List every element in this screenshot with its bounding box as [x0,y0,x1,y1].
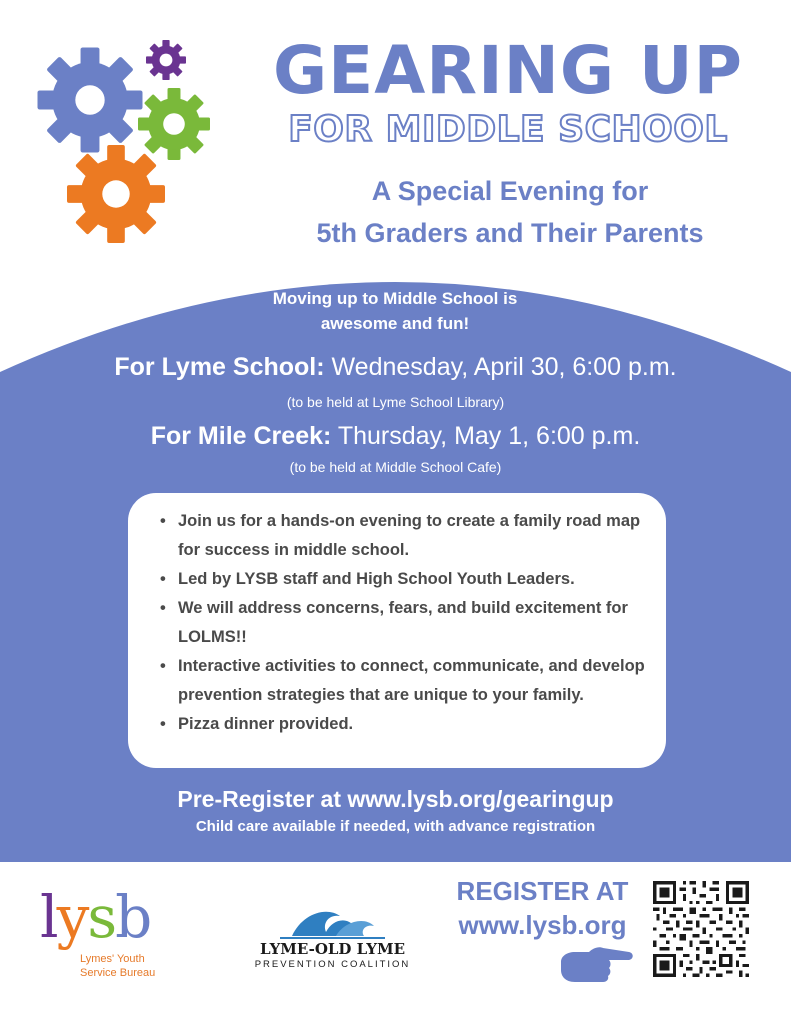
childcare-note: Child care available if needed, with advance registration [195,818,596,835]
gear-icon [146,40,186,80]
list-item: • Interactive activities to connect, communicate, and develop prevention strategies that are unique to your family. [158,652,648,710]
gears-illustration [28,34,228,249]
list-item: • Pizza dinner provided. [158,710,648,739]
flyer-subtitle: FOR MIDDLE SCHOOL [288,109,728,150]
tagline-line: 5th Graders and Their Parents [316,218,704,248]
pointing-hand-icon [555,942,635,988]
coalition-subtitle: PREVENTION COALITION [254,959,411,970]
tagline [240,170,780,254]
event-label: For Mile Creek: [150,422,332,450]
coalition-name: LYME-OLD LYME [259,940,405,958]
event-venue: (to be held at Middle School Cafe) [289,459,502,475]
coalition-logo [240,902,425,982]
qr-code[interactable] [653,881,749,977]
event-venue: (to be held at Lyme School Library) [286,394,505,410]
details-list [128,493,666,739]
event-datetime: Thursday, May 1, 6:00 p.m. [331,422,641,450]
intro-line: Moving up to Middle School is [272,289,518,308]
event-mile-creek [0,422,791,451]
preregister-link[interactable]: Pre-Register at www.lysb.org/gearingup [177,786,614,812]
gear-icon [38,48,143,153]
register-callout [440,874,645,942]
lysb-wordmark: lysb [40,883,151,951]
event-datetime: Wednesday, April 30, 6:00 p.m. [324,353,677,381]
wave-icon [240,904,425,940]
register-url[interactable]: www.lysb.org [458,910,627,940]
details-card [128,493,666,768]
event-label: For Lyme School: [114,353,325,381]
event-lyme [0,353,791,382]
flyer-title: GEARING UP [272,32,744,109]
list-item: • Led by LYSB staff and High School Youth Leaders. [158,565,648,594]
gear-icon [67,145,165,243]
intro-text [195,286,595,336]
lysb-subtitle: Lymes' Youth Service Bureau [80,953,156,979]
lysb-logo [40,883,190,988]
intro-line: awesome and fun! [320,314,470,333]
list-item: • Join us for a hands-on evening to create a family road map for success in middle school. [158,507,648,565]
list-item: • We will address concerns, fears, and build excitement for LOLMS!! [158,594,648,652]
tagline-line: A Special Evening for [371,176,649,206]
gear-icon [138,88,210,160]
register-line: REGISTER AT [456,876,629,906]
